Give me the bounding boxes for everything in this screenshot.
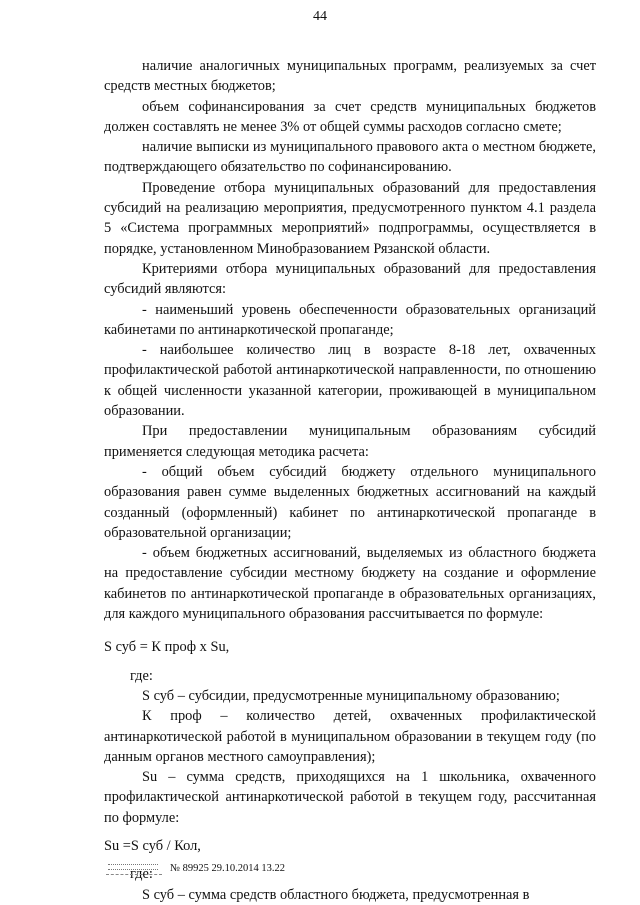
paragraph: Критериями отбора муниципальных образований для предоставления субсидий являются:: [104, 260, 596, 298]
paragraph: наличие выписки из муниципального правового акта о местном бюджете, подтверждающего обязательство по софинансированию.: [104, 139, 596, 176]
list-item: - объем бюджетных ассигнований, выделяемых из областного бюджета на предоставление субсидии местному бюджету на создание и оформление кабинетов по антинаркотической пропаганде в образовательных организациях, для каждого муниципального образования рассчитывается по формуле:: [104, 545, 596, 623]
paragraph: наличие аналогичных муниципальных программ, реализуемых за счет средств местных бюджетов;: [104, 58, 596, 95]
definition: Su – сумма средств, приходящихся на 1 школьника, охваченного профилактической антинаркотической работой в текущем году, рассчитанная по формуле:: [104, 769, 596, 826]
list-item: - общий объем субсидий бюджету отдельного муниципального образования равен сумме выделенных бюджетных ассигнований на каждый созданный (оформленный) кабинет по антинаркотической пропаганде в образовательной организации;: [104, 463, 596, 541]
footer: [106, 862, 285, 875]
formula-subsidy: S суб = К проф х Su,: [104, 639, 230, 656]
formula-per-student: Su =S суб / Кол,: [104, 837, 201, 854]
paragraph: Проведение отбора муниципальных образований для предоставления субсидий на реализацию мероприятия, предусмотренного пунктом 4.1 раздела 5 «Система программных мероприятий» подпрограммы, осуществляется в порядке, установленном Минобразованием Рязанской области.: [104, 179, 596, 257]
page-number: 44: [313, 9, 327, 24]
where-label: где:: [130, 667, 153, 684]
definition: К проф – количество детей, охваченных профилактической антинаркотической работой в муниципальном образовании в текущем году (по данным органов местного самоуправления);: [104, 708, 596, 765]
where-label: где:: [130, 866, 153, 883]
list-item: - наибольшее количество лиц в возрасте 8-18 лет, охваченных профилактической работой антинаркотической направленности, по отношению к общей численности указанной категории, проживающей в муниципальном образовании.: [104, 342, 596, 420]
paragraph: При предоставлении муниципальным образованиям субсидий применяется следующая методика расчета:: [104, 423, 596, 460]
list-item: - наименьший уровень обеспеченности образовательных организаций кабинетами по антинаркотической пропаганде;: [104, 301, 596, 338]
definition: S суб – субсидии, предусмотренные муниципальному образованию;: [142, 687, 560, 704]
document-body: [104, 56, 596, 905]
paragraph: объем софинансирования за счет средств муниципальных бюджетов должен составлять не менее 3% от общей суммы расходов согласно смете;: [104, 98, 596, 135]
definition: S суб – сумма средств областного бюджета, предусмотренная в: [142, 886, 530, 903]
registration-stamp-icon: [106, 862, 162, 875]
document-reference: № 89925 29.10.2014 13.22: [170, 863, 286, 874]
